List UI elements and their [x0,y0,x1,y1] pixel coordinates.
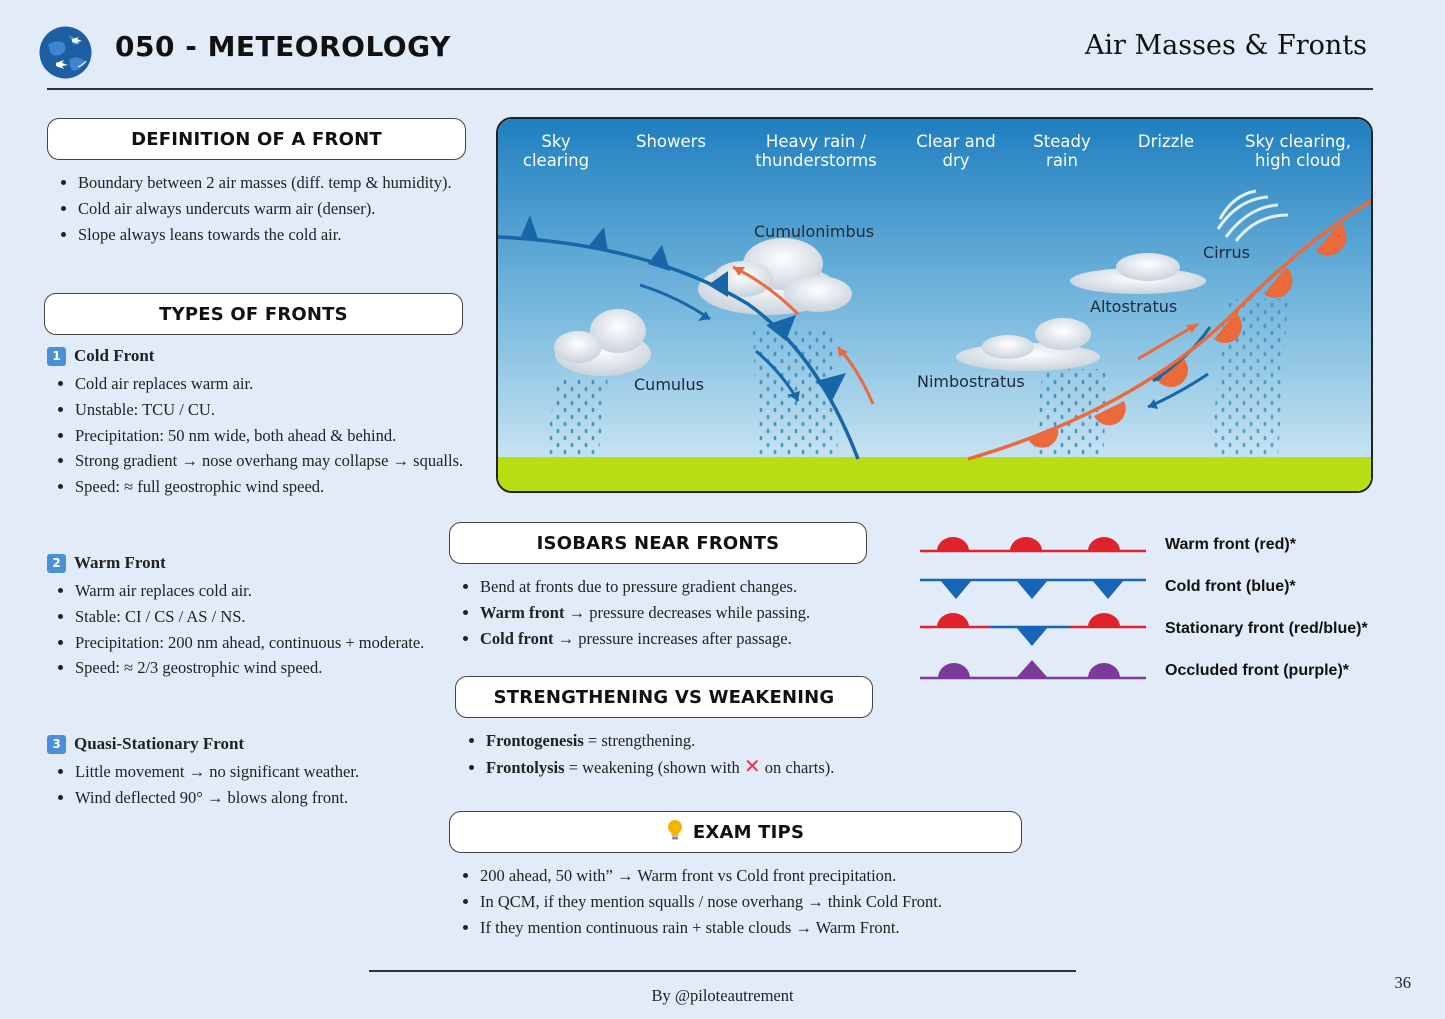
types-heading-box [44,293,463,335]
legend-cold-label: Cold front (blue)* [1165,578,1296,595]
page-number: 36 [1394,973,1411,992]
number-two-icon: 2 [47,554,66,573]
tips-heading-box [449,811,1022,853]
quasi-front-list [47,759,455,811]
list-item: • Wind deflected 90° → blows along front. [75,785,455,811]
list-item: • Warm front → pressure decreases while passing. [480,600,900,626]
tips-heading: EXAM TIPS [692,821,805,843]
label-steady-rain: Steady rain [1033,132,1091,170]
list-item: • Frontolysis = weakening (shown with ✕ on charts). [486,754,876,781]
cross-mark-icon: ✕ [743,753,761,778]
list-item: • Frontogenesis = strengthening. [486,728,876,754]
number-one-icon: 1 [47,347,66,366]
list-item: • Cold air always undercuts warm air (denser). [78,196,458,222]
list-item: • In QCM, if they mention squalls / nose overhang → think Cold Front. [480,889,1080,915]
list-item: • Little movement → no significant weather. [75,759,455,785]
front-symbols-legend [920,530,1150,690]
label-altostratus: Altostratus [1090,297,1178,316]
list-item: • Boundary between 2 air masses (diff. temp & humidity). [78,170,458,196]
warm-front-heading [47,553,166,573]
label-sky-clearing-high: Sky clearing, high cloud [1245,132,1351,170]
list-item: • Precipitation: 50 nm wide, both ahead & behind. [75,423,475,449]
isobars-heading-box [449,522,867,564]
strength-heading: STRENGTHENING VS WEAKENING [493,686,835,708]
footer-divider [369,970,1076,972]
number-three-icon: 3 [47,735,66,754]
header-divider [47,88,1373,90]
strength-list [458,728,876,781]
list-item: • Cold air replaces warm air. [75,371,475,397]
label-cirrus: Cirrus [1203,243,1250,262]
legend-occluded-label: Occluded front (purple)* [1165,662,1349,679]
types-heading: TYPES OF FRONTS [159,303,348,325]
list-item: • Bend at fronts due to pressure gradient changes. [480,574,900,600]
quasi-front-label: Quasi-Stationary Front [74,734,245,753]
page-subtitle: Air Masses & Fronts [1084,30,1367,61]
legend-stationary-label: Stationary front (red/blue)* [1165,620,1368,637]
cold-front-heading [47,346,154,366]
footer-credit: By @piloteautrement [651,986,794,1005]
list-item: • Speed: ≈ full geostrophic wind speed. [75,474,475,500]
label-cumulus: Cumulus [634,375,704,394]
quasi-front-heading [47,734,244,754]
list-item: • Speed: ≈ 2/3 geostrophic wind speed. [75,655,435,681]
label-showers: Showers [635,132,707,151]
warm-front-list [47,578,435,681]
label-clear-dry: Clear and dry [916,132,996,170]
list-item: • Stable: CI / CS / AS / NS. [75,604,435,630]
page-title: 050 - METEOROLOGY [115,30,451,63]
label-sky-clearing: Sky clearing [522,132,590,170]
strength-heading-box [455,676,873,718]
list-item: • 200 ahead, 50 with” → Warm front vs Cold front precipitation. [480,863,1080,889]
label-heavy-rain: Heavy rain / thunderstorms [755,132,877,170]
label-nimbostratus: Nimbostratus [917,372,1025,391]
label-cumulonimbus: Cumulonimbus [754,222,875,241]
list-item: • Slope always leans towards the cold air. [78,222,458,248]
fronts-cross-section-diagram [496,117,1373,493]
list-item: • Strong gradient → nose overhang may collapse → squalls. [75,448,475,474]
list-item: • Warm air replaces cold air. [75,578,435,604]
definition-heading: DEFINITION OF A FRONT [131,128,382,150]
list-item: • Precipitation: 200 nm ahead, continuous + moderate. [75,630,435,656]
globe-logo-icon [38,25,93,80]
label-drizzle: Drizzle [1137,132,1195,151]
list-item: • If they mention continuous rain + stable clouds → Warm Front. [480,915,1080,941]
list-item: • Cold front → pressure increases after passage. [480,626,900,652]
list-item: • Unstable: TCU / CU. [75,397,475,423]
lightbulb-icon [667,819,683,846]
warm-front-label: Warm Front [74,553,166,572]
cold-front-list [47,371,475,500]
isobars-list [452,574,900,651]
definition-heading-box [47,118,466,160]
tips-list [452,863,1080,940]
isobars-heading: ISOBARS NEAR FRONTS [536,532,780,554]
definition-list [50,170,458,247]
cold-front-label: Cold Front [74,346,155,365]
legend-warm-label: Warm front (red)* [1165,536,1296,553]
